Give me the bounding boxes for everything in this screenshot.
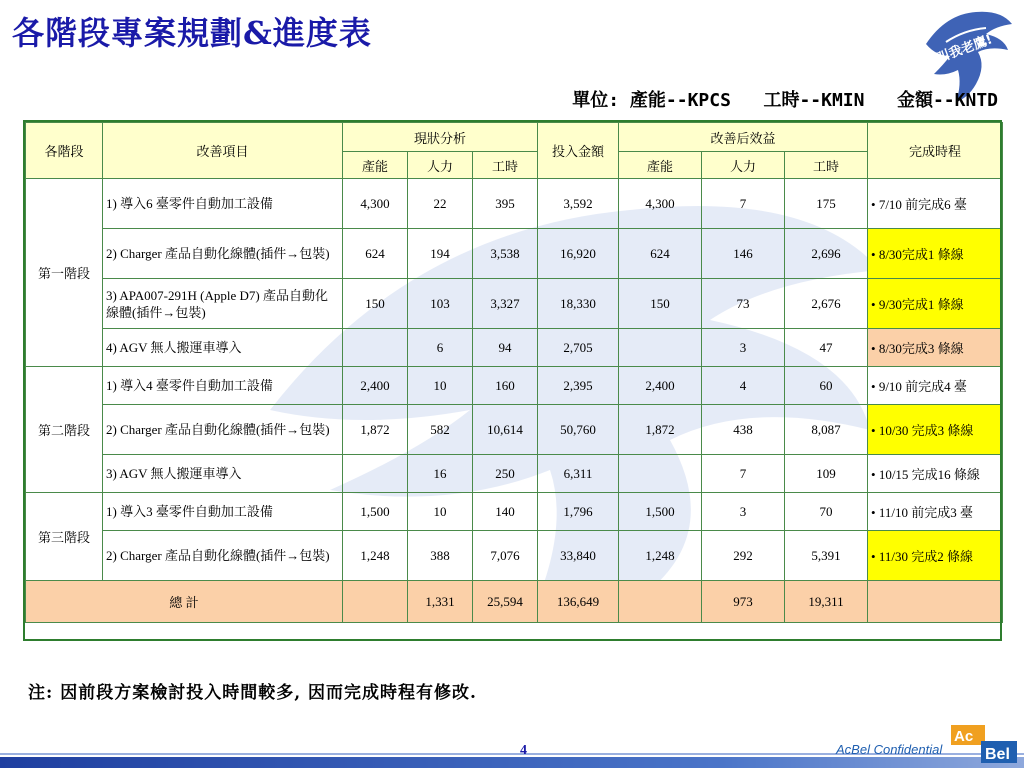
after-value-cell: 175 (785, 179, 868, 229)
current-value-cell: 388 (408, 531, 473, 581)
table-row (26, 367, 1003, 405)
total-after-cell: 19,311 (785, 581, 868, 623)
table-row (26, 405, 1003, 455)
item-cell: 2) Charger 產品自動化線體(插件→包裝) (103, 229, 343, 279)
footer-bar (0, 757, 1024, 768)
total-label: 總 計 (26, 581, 343, 623)
after-value-cell (619, 455, 702, 493)
current-value-cell: 140 (473, 493, 538, 531)
item-cell: 3) AGV 無人搬運車導入 (103, 455, 343, 493)
current-value-cell: 624 (343, 229, 408, 279)
investment-cell: 6,311 (538, 455, 619, 493)
investment-cell: 2,395 (538, 367, 619, 405)
current-value-cell: 3,327 (473, 279, 538, 329)
investment-cell: 3,592 (538, 179, 619, 229)
after-value-cell: 73 (702, 279, 785, 329)
investment-cell: 33,840 (538, 531, 619, 581)
units-label: 單位: 產能--KPCS 工時--KMIN 金額--KNTD (572, 90, 998, 111)
total-current-cell: 1,331 (408, 581, 473, 623)
after-value-cell: 1,500 (619, 493, 702, 531)
investment-cell: 50,760 (538, 405, 619, 455)
current-value-cell: 10,614 (473, 405, 538, 455)
stage-name: 第二階段 (26, 367, 103, 493)
after-value-cell: 146 (702, 229, 785, 279)
after-value-cell: 150 (619, 279, 702, 329)
after-value-cell: 2,400 (619, 367, 702, 405)
after-value-cell: 292 (702, 531, 785, 581)
current-value-cell: 1,500 (343, 493, 408, 531)
footnote: 注: 因前段方案檢討投入時間較多, 因而完成時程有修改. (28, 683, 477, 703)
header-aft-manpower: 人力 (702, 152, 785, 179)
schedule-cell: • 10/15 完成16 條線 (868, 455, 1003, 493)
header-stage: 各階段 (26, 123, 103, 179)
after-value-cell: 60 (785, 367, 868, 405)
investment-cell: 18,330 (538, 279, 619, 329)
total-investment-cell: 136,649 (538, 581, 619, 623)
current-value-cell: 1,872 (343, 405, 408, 455)
current-value-cell: 160 (473, 367, 538, 405)
total-after-cell: 973 (702, 581, 785, 623)
header-cur-hours: 工時 (473, 152, 538, 179)
logo-text: 叫我老鷹! (934, 32, 995, 67)
confidential-label: AcBel Confidential (836, 742, 943, 757)
item-cell: 3) APA007-291H (Apple D7) 產品自動化線體(插件→包裝) (103, 279, 343, 329)
page-number: 4 (520, 743, 527, 758)
current-value-cell (343, 455, 408, 493)
after-value-cell: 7 (702, 455, 785, 493)
investment-cell: 2,705 (538, 329, 619, 367)
total-current-cell: 25,594 (473, 581, 538, 623)
schedule-cell: • 11/30 完成2 條線 (868, 531, 1003, 581)
current-value-cell: 4,300 (343, 179, 408, 229)
item-cell: 4) AGV 無人搬運車導入 (103, 329, 343, 367)
table-row (26, 531, 1003, 581)
stage-name: 第三階段 (26, 493, 103, 581)
schedule-cell: • 8/30完成1 條線 (868, 229, 1003, 279)
current-value-cell: 22 (408, 179, 473, 229)
after-value-cell: 3 (702, 493, 785, 531)
current-value-cell: 395 (473, 179, 538, 229)
after-value-cell: 2,676 (785, 279, 868, 329)
current-value-cell: 3,538 (473, 229, 538, 279)
current-value-cell: 6 (408, 329, 473, 367)
total-row (26, 581, 1003, 623)
page-title: 各階段專案規劃&進度表 (12, 14, 372, 52)
after-value-cell (619, 329, 702, 367)
table-body (26, 123, 1003, 623)
after-value-cell: 438 (702, 405, 785, 455)
investment-cell: 1,796 (538, 493, 619, 531)
current-value-cell: 2,400 (343, 367, 408, 405)
brand-bottom-text: Bel (985, 746, 1010, 763)
after-value-cell: 70 (785, 493, 868, 531)
current-value-cell (343, 329, 408, 367)
schedule-cell: • 9/10 前完成4 臺 (868, 367, 1003, 405)
header-cur-capacity: 產能 (343, 152, 408, 179)
table-row (26, 455, 1003, 493)
header-investment: 投入金額 (538, 123, 619, 179)
current-value-cell: 10 (408, 367, 473, 405)
header-schedule: 完成時程 (868, 123, 1003, 179)
progress-table (25, 122, 1003, 623)
after-value-cell: 47 (785, 329, 868, 367)
after-value-cell: 3 (702, 329, 785, 367)
current-value-cell: 150 (343, 279, 408, 329)
current-value-cell: 103 (408, 279, 473, 329)
schedule-cell: • 7/10 前完成6 臺 (868, 179, 1003, 229)
after-value-cell: 1,872 (619, 405, 702, 455)
table-row (26, 179, 1003, 229)
item-cell: 1) 導入3 臺零件自動加工設備 (103, 493, 343, 531)
after-value-cell: 5,391 (785, 531, 868, 581)
current-value-cell: 250 (473, 455, 538, 493)
schedule-cell: • 11/10 前完成3 臺 (868, 493, 1003, 531)
after-value-cell: 8,087 (785, 405, 868, 455)
table-row (26, 279, 1003, 329)
table-row (26, 493, 1003, 531)
after-value-cell: 4 (702, 367, 785, 405)
acbel-logo-icon (951, 725, 1017, 763)
investment-cell: 16,920 (538, 229, 619, 279)
total-after-cell (619, 581, 702, 623)
item-cell: 1) 導入6 臺零件自動加工設備 (103, 179, 343, 229)
after-value-cell: 624 (619, 229, 702, 279)
current-value-cell: 16 (408, 455, 473, 493)
current-value-cell: 94 (473, 329, 538, 367)
after-value-cell: 7 (702, 179, 785, 229)
after-value-cell: 4,300 (619, 179, 702, 229)
schedule-cell: • 9/30完成1 條線 (868, 279, 1003, 329)
item-cell: 1) 導入4 臺零件自動加工設備 (103, 367, 343, 405)
current-value-cell: 10 (408, 493, 473, 531)
stage-name: 第一階段 (26, 179, 103, 367)
header-aft-hours: 工時 (785, 152, 868, 179)
current-value-cell: 194 (408, 229, 473, 279)
item-cell: 2) Charger 產品自動化線體(插件→包裝) (103, 531, 343, 581)
schedule-cell: • 8/30完成3 條線 (868, 329, 1003, 367)
header-cur-manpower: 人力 (408, 152, 473, 179)
schedule-cell: • 10/30 完成3 條線 (868, 405, 1003, 455)
table-row (26, 229, 1003, 279)
after-value-cell: 2,696 (785, 229, 868, 279)
total-current-cell (343, 581, 408, 623)
item-cell: 2) Charger 產品自動化線體(插件→包裝) (103, 405, 343, 455)
table-row (26, 329, 1003, 367)
after-value-cell: 109 (785, 455, 868, 493)
header-aft-capacity: 產能 (619, 152, 702, 179)
header-item: 改善項目 (103, 123, 343, 179)
current-value-cell: 7,076 (473, 531, 538, 581)
after-value-cell: 1,248 (619, 531, 702, 581)
current-value-cell: 1,248 (343, 531, 408, 581)
total-schedule-cell (868, 581, 1003, 623)
brand-top-text: Ac (954, 728, 974, 745)
header-current: 現狀分析 (343, 123, 538, 152)
current-value-cell: 582 (408, 405, 473, 455)
header-after: 改善后效益 (619, 123, 868, 152)
